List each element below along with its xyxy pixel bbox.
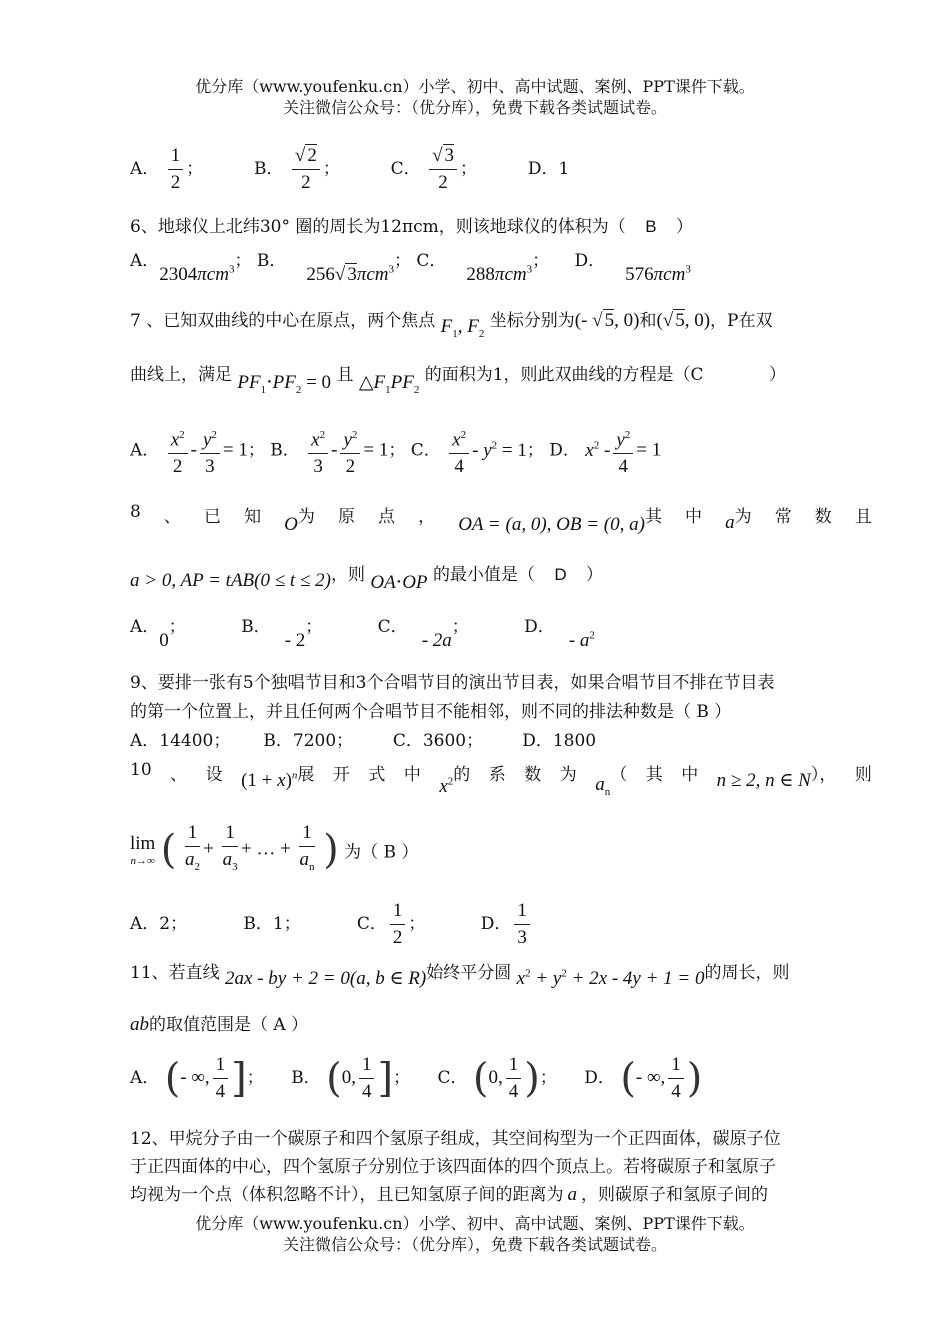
q7-line-2: 曲线上，满足 $PF_1\cdot PF_2 = 0$ 且 $\triangle F_1PF_2$ 的面积为1，则此双曲线的方程是（C ）	[130, 365, 786, 396]
q9-options: A．14400； B．7200； C．3600； D．1800	[130, 731, 597, 751]
q6-stem: 6、地球仪上北纬30° 圈的周长为12πcm，则该地球仪的体积为（ B ）	[130, 217, 693, 237]
q7-options: A． $\frac{x^2}{2}$ - $\frac{y^2}{3}$ = 1； B． $\frac{x^2}{3}$ - $\frac{y^2}{2}$ = 1； C． $\frac{x^2}{4}$ - $y^2 = 1$； D． $x^2$ - $\frac{y^2}{4}$ = 1	[130, 422, 661, 480]
q9-line-1: 9、要排一张有5个独唱节目和3个合唱节目的演出节目表，如果合唱节目不排在节目表	[130, 673, 775, 693]
q11-line-2: ab的取值范围是（ A ）	[130, 1014, 309, 1035]
q8-line-2: a > 0, AP = tAB(0 ≤ t ≤ 2)，则 OA⋅OP 的最小值是（ D ）	[130, 565, 604, 593]
q11-options: A． (- ∞, $\frac{1}{4}$ ]； B． (0, $\frac{1}{4}$ ]； C． (0, $\frac{1}{4}$ )； D． (- ∞, $\frac{1}{4}$ )	[130, 1054, 703, 1102]
page-footer	[0, 1213, 950, 1255]
footer-line-1: 优分库（www.youfenku.cn）小学、初中、高中试题、案例、PPT课件下载。	[195, 1214, 755, 1233]
q10-options: A．2； B．1； C． $\frac{1}{2}$ ； D． $\frac{1}{3}$	[130, 898, 533, 951]
q12-line-3: 均视为一个点（体积忽略不计），且已知氢原子间的距离为 a ，则碳原子和氢原子间的	[130, 1184, 768, 1205]
q8-line-1: 8 、 已 知 O为 原 点 ， OA = (a, 0), OB = (0, a)其 中 a为 常 数 且	[130, 502, 872, 535]
q7-line-1: 7 、已知双曲线的中心在原点，两个焦点 $F_1$, $F_2$ 坐标分别为(- √ 5, 0)和(√ 5, 0)，P在双	[130, 310, 773, 340]
q12-line-1: 12、甲烷分子由一个碳原子和四个氢原子组成，其空间构型为一个正四面体，碳原子位	[130, 1129, 781, 1149]
header-line-1: 优分库（www.youfenku.cn）小学、初中、高中试题、案例、PPT课件下载。	[195, 77, 755, 96]
q12-line-2: 于正四面体的中心，四个氢原子分别位于该四面体的四个顶点上。若将碳原子和氢原子	[130, 1157, 776, 1177]
q11-line-1: 11、若直线 2ax - by + 2 = 0(a, b ∈ R)始终平分圆 $x^2 + y^2 + 2x - 4y + 1 = 0$的周长，则	[130, 963, 790, 989]
q10-limit: lim n→∞ ( $\frac{1}{a_2}$ + $\frac{1}{a_3}$ + … + $\frac{1}{a_n}$ ) 为（ B ）	[130, 822, 419, 873]
q9-line-2: 的第一个位置上，并且任何两个合唱节目不能相邻，则不同的排法种数是（ B ）	[130, 702, 732, 722]
q8-options: A．0； B．- 2； C．- 2a； D．- $a^2$	[130, 617, 595, 651]
footer-line-2: 关注微信公众号：（优分库），免费下载各类试题试卷。	[282, 1235, 667, 1254]
header-line-2: 关注微信公众号：（优分库），免费下载各类试题试卷。	[282, 98, 667, 117]
q5-options: A． $\frac{1}{2}$ ； B． $\frac{√ 2}{2}$ ； C． $\frac{√ 3}{2}$ ； D．1	[130, 145, 570, 193]
q6-options: A．2304πcm$^3$； B．256√ 3πcm$^3$； C．288πcm$^3$； D．576πcm$^3$	[130, 251, 691, 285]
q10-line-1: 10 、 设 $(1 + x)^n$展 开 式 中 $x^2$的 系 数 为 $a_n$（ 其 中 n ≥ 2, n ∈ N）， 则	[130, 760, 872, 798]
page-header	[0, 76, 950, 118]
